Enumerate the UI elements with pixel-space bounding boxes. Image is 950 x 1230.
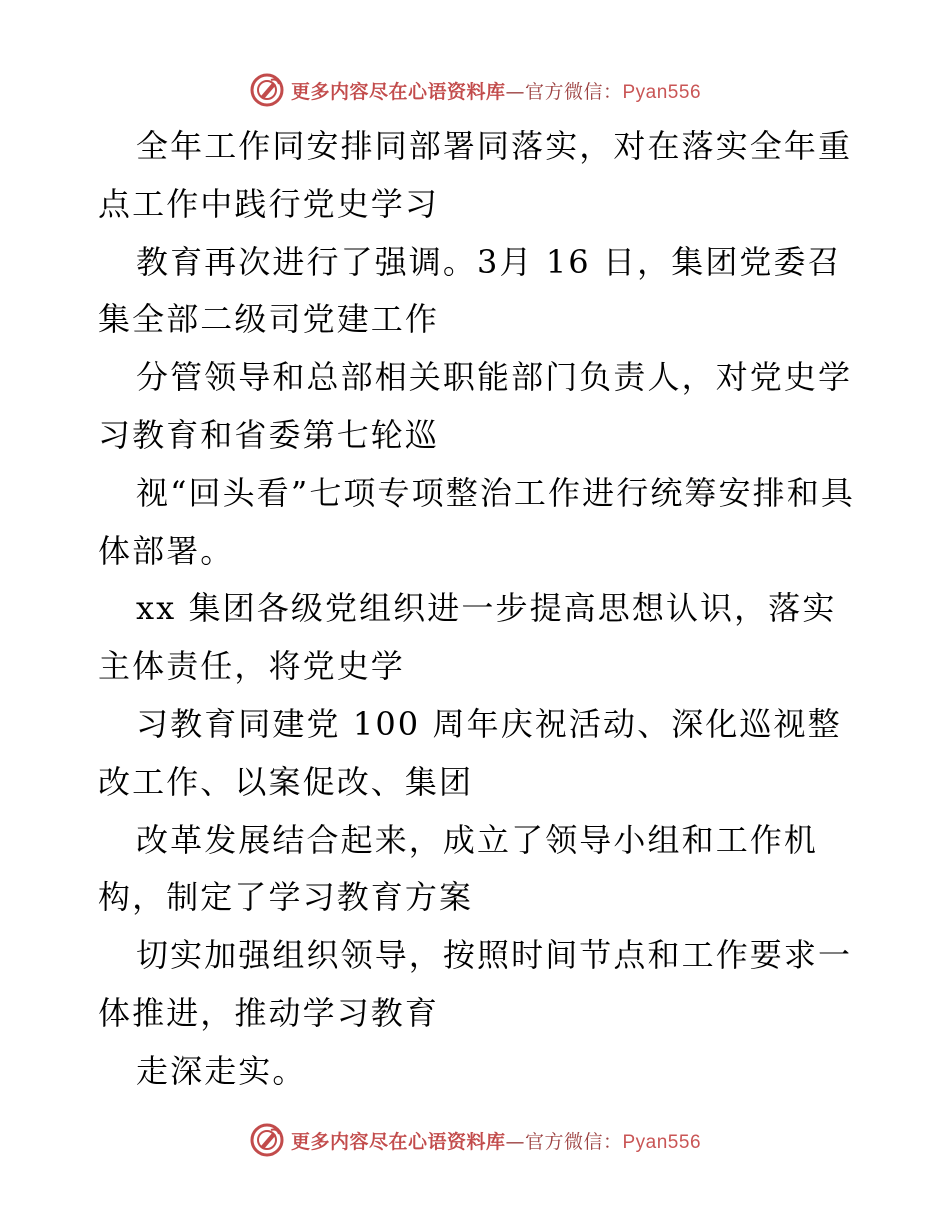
header-watermark (0, 70, 950, 110)
paragraph (98, 927, 858, 1043)
line: 改革发展结合起来，成立了领导小组和工作机 (136, 820, 819, 859)
line: 教育再次进行了强调。3月 16 日，集团党委召 (136, 242, 842, 281)
paragraph (98, 234, 858, 350)
watermark-dash: — (505, 1130, 525, 1153)
line: 切实加强组织领导，按照时间节点和工作要求一 (136, 936, 853, 975)
watermark-sub: 官方微信： (524, 1130, 623, 1153)
line: 走深走实。 (136, 1051, 307, 1090)
line: 改工作、以案促改、集团 (98, 762, 474, 801)
watermark-main: 更多内容尽在心语资料库 (290, 1130, 506, 1153)
watermark-main: 更多内容尽在心语资料库 (290, 80, 506, 103)
line: 集全部二级司党建工作 (98, 300, 440, 339)
paragraph (98, 580, 858, 696)
line: xx 集团各级党组织进一步提高思想认识，落实 (136, 589, 837, 628)
paragraph (98, 1043, 858, 1101)
line: 主体责任，将党史学 (98, 647, 405, 686)
line: 视“回头看”七项专项整治工作进行统筹安排和 (136, 473, 821, 512)
watermark-text (291, 77, 701, 104)
brand-logo-icon (249, 72, 285, 108)
line: 体推进，推动学习教育 (98, 993, 440, 1032)
brand-logo-icon (249, 1122, 285, 1158)
footer-watermark (0, 1120, 950, 1160)
line: 习教育和省委第七轮巡 (98, 415, 440, 454)
watermark-sub: 官方微信： (524, 80, 623, 103)
paragraph (98, 465, 858, 581)
paragraph (98, 349, 858, 465)
line: 点工作中践行党史学习 (98, 184, 440, 223)
line: 具体部署。 (98, 473, 855, 570)
paragraph (98, 696, 858, 812)
watermark-dash: — (505, 80, 525, 103)
line: 全年工作同安排同部署同落实，对在落实全年重 (136, 127, 853, 165)
paragraph (98, 812, 858, 928)
watermark-id: Pyan556 (622, 81, 702, 103)
document-body (98, 118, 858, 1101)
watermark-text (291, 1127, 701, 1154)
paragraph (98, 118, 858, 234)
line: 习教育同建党 100 周年庆祝活动、深化巡视整 (136, 704, 842, 743)
line: 分管领导和总部相关职能部门负责人，对党史学 (136, 358, 853, 397)
watermark-id: Pyan556 (622, 1131, 702, 1153)
line: 构，制定了学习教育方案 (98, 878, 474, 917)
